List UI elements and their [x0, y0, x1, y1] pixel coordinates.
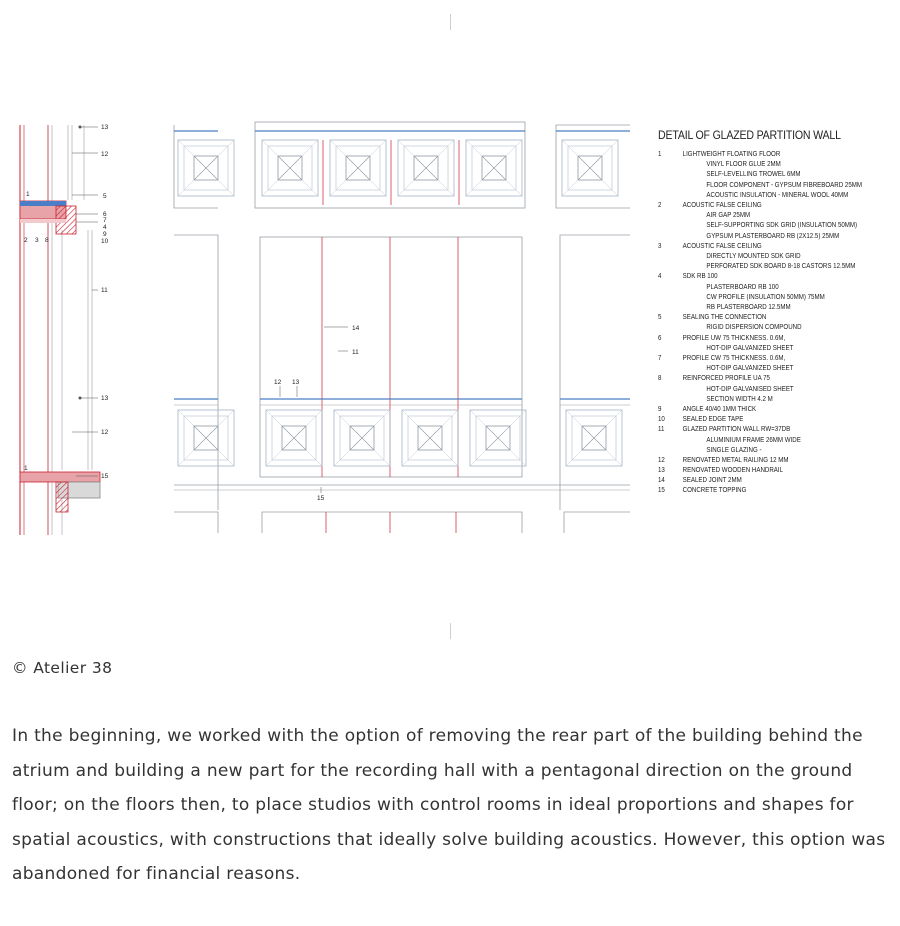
legend-sub-item: SINGLE GLAZING -: [706, 446, 762, 454]
legend-number: 2: [658, 202, 662, 209]
elevation-label: 14: [352, 325, 360, 332]
legend-label: GLAZED PARTITION WALL RW=37DB: [682, 426, 791, 434]
legend-sub-item: AIR GAP 25MM: [706, 212, 751, 220]
section-label: 2: [24, 237, 28, 244]
elevation: [174, 122, 630, 533]
section-label: 11: [101, 287, 108, 294]
legend-number: 8: [658, 375, 662, 383]
drawing-legend: [658, 130, 898, 497]
legend-item: [658, 334, 869, 344]
legend-item: [658, 476, 869, 486]
legend-item: [658, 425, 869, 435]
legend-sub-item: ALUMINIUM FRAME 26MM WIDE: [706, 436, 801, 444]
body-paragraph: In the beginning, we worked with the option of removing the rear part of the building behind the atrium and building a new part for the recording hall with a pentagonal direction on the ground floor; on the floors then, to place studios with control rooms in ideal proportions and shapes for spatial acoustics, with constructions that ideally solve building acoustics. However, this option was abandoned for financial reasons.: [12, 726, 886, 884]
legend-label: SEALED EDGE TAPE: [682, 416, 744, 424]
legend-label: SEALED JOINT 2MM: [682, 477, 742, 485]
legend-sub-item: RB PLASTERBOARD 12.5MM: [706, 303, 791, 311]
legend-item: [658, 405, 869, 415]
section-label: 8: [45, 237, 49, 244]
legend-label: ACOUSTIC FALSE CEILING: [682, 242, 762, 250]
section-label: 5: [103, 193, 107, 200]
legend-sub-item: HOT-DIP GALVANIZED SHEET: [706, 365, 794, 373]
legend-number: 13: [658, 467, 665, 475]
legend-number: 5: [658, 314, 662, 322]
legend-number: 4: [658, 273, 662, 281]
elevation-label: 12: [274, 379, 282, 386]
legend-number: 6: [658, 334, 662, 342]
legend-sub-item: HOT-DIP GALVANISED SHEET: [706, 385, 794, 393]
legend-sub-item: CW PROFILE (INSULATION 50MM) 75MM: [706, 293, 825, 301]
legend-list: [658, 150, 898, 497]
legend-label: PROFILE CW 75 THICKNESS. 0.6M,: [682, 354, 786, 362]
legend-number: 1: [658, 151, 662, 158]
legend-sub-item: ACOUSTIC INSULATION - MINERAL WOOL 40MM: [706, 191, 849, 199]
legend-title: DETAIL OF GLAZED PARTITION WALL: [658, 130, 841, 142]
legend-sub-item: SELF-SUPPORTING SDK GRID (INSULATION 50MM): [706, 222, 858, 230]
section-label: 1: [26, 191, 30, 198]
legend-number: 10: [658, 416, 665, 424]
legend-item: [658, 354, 869, 364]
legend-number: 7: [658, 354, 662, 362]
legend-sub-item: DIRECTLY MOUNTED SDK GRID: [706, 252, 801, 260]
legend-item: [658, 242, 869, 252]
section-label: 1: [24, 465, 28, 472]
section-label: 15: [101, 473, 109, 480]
legend-label: SDK RB 100: [682, 273, 718, 281]
legend-label: LIGHTWEIGHT FLOATING FLOOR: [682, 151, 781, 158]
legend-item: [658, 456, 869, 466]
legend-number: 9: [658, 405, 662, 413]
section-label: 4: [103, 224, 107, 231]
legend-sub-item: RIGID DISPERSION COMPOUND: [706, 324, 802, 332]
legend-item: [658, 150, 869, 160]
image-credit: © Atelier 38: [12, 659, 113, 677]
section-label: 9: [103, 231, 107, 238]
legend-label: ACOUSTIC FALSE CEILING: [682, 202, 762, 209]
section-detail: [20, 124, 109, 535]
legend-item: [658, 201, 869, 211]
legend-number: 11: [658, 426, 665, 434]
legend-number: 3: [658, 242, 662, 250]
section-label: 10: [101, 238, 109, 245]
legend-sub-item: PERFORATED SDK BOARD 8-18 CASTORS 12.5MM: [706, 263, 856, 271]
section-label: 7: [103, 217, 107, 224]
legend-label: REINFORCED PROFILE UA 75: [682, 375, 770, 383]
legend-number: 15: [658, 487, 665, 495]
legend-item: [658, 466, 869, 476]
section-label: 13: [101, 124, 109, 131]
legend-label: RENOVATED WOODEN HANDRAIL: [682, 467, 784, 475]
legend-item: [658, 486, 869, 496]
elevation-label: 11: [352, 349, 359, 356]
section-label: 12: [101, 429, 109, 436]
legend-label: ANGLE 40/40 1MM THICK: [682, 405, 757, 413]
legend-sub-item: SELF-LEVELLING TROWEL 6MM: [706, 171, 801, 179]
legend-sub-item: PLASTERBOARD RB 100: [706, 283, 779, 291]
section-label: 12: [101, 151, 109, 158]
section-label: 3: [35, 237, 39, 244]
section-label: 13: [101, 395, 109, 402]
legend-item: [658, 374, 869, 384]
bottom-divider: [450, 623, 451, 639]
legend-number: 12: [658, 456, 665, 464]
legend-item: [658, 313, 869, 323]
legend-label: CONCRETE TOPPING: [682, 487, 747, 495]
legend-sub-item: FLOOR COMPONENT - GYPSUM FIBREBOARD 25MM: [706, 181, 863, 189]
legend-sub-item: SECTION WIDTH 4.2 M: [706, 395, 773, 403]
legend-label: PROFILE UW 75 THICKNESS. 0.6M,: [682, 334, 786, 342]
legend-sub-item: VINYL FLOOR GLUE 2MM: [706, 161, 781, 169]
legend-label: SEALING THE CONNECTION: [682, 314, 767, 322]
legend-label: RENOVATED METAL RAILING 12 MM: [682, 456, 789, 464]
legend-sub-item: GYPSUM PLASTERBOARD RB (2X12.5) 25MM: [706, 232, 840, 240]
legend-number: 14: [658, 477, 665, 485]
legend-item: [658, 272, 869, 282]
elevation-label: 13: [292, 379, 300, 386]
legend-sub-item: HOT-DIP GALVANIZED SHEET: [706, 344, 794, 352]
legend-item: [658, 415, 869, 425]
section-label: 6: [103, 211, 107, 218]
elevation-label: 15: [317, 495, 325, 502]
